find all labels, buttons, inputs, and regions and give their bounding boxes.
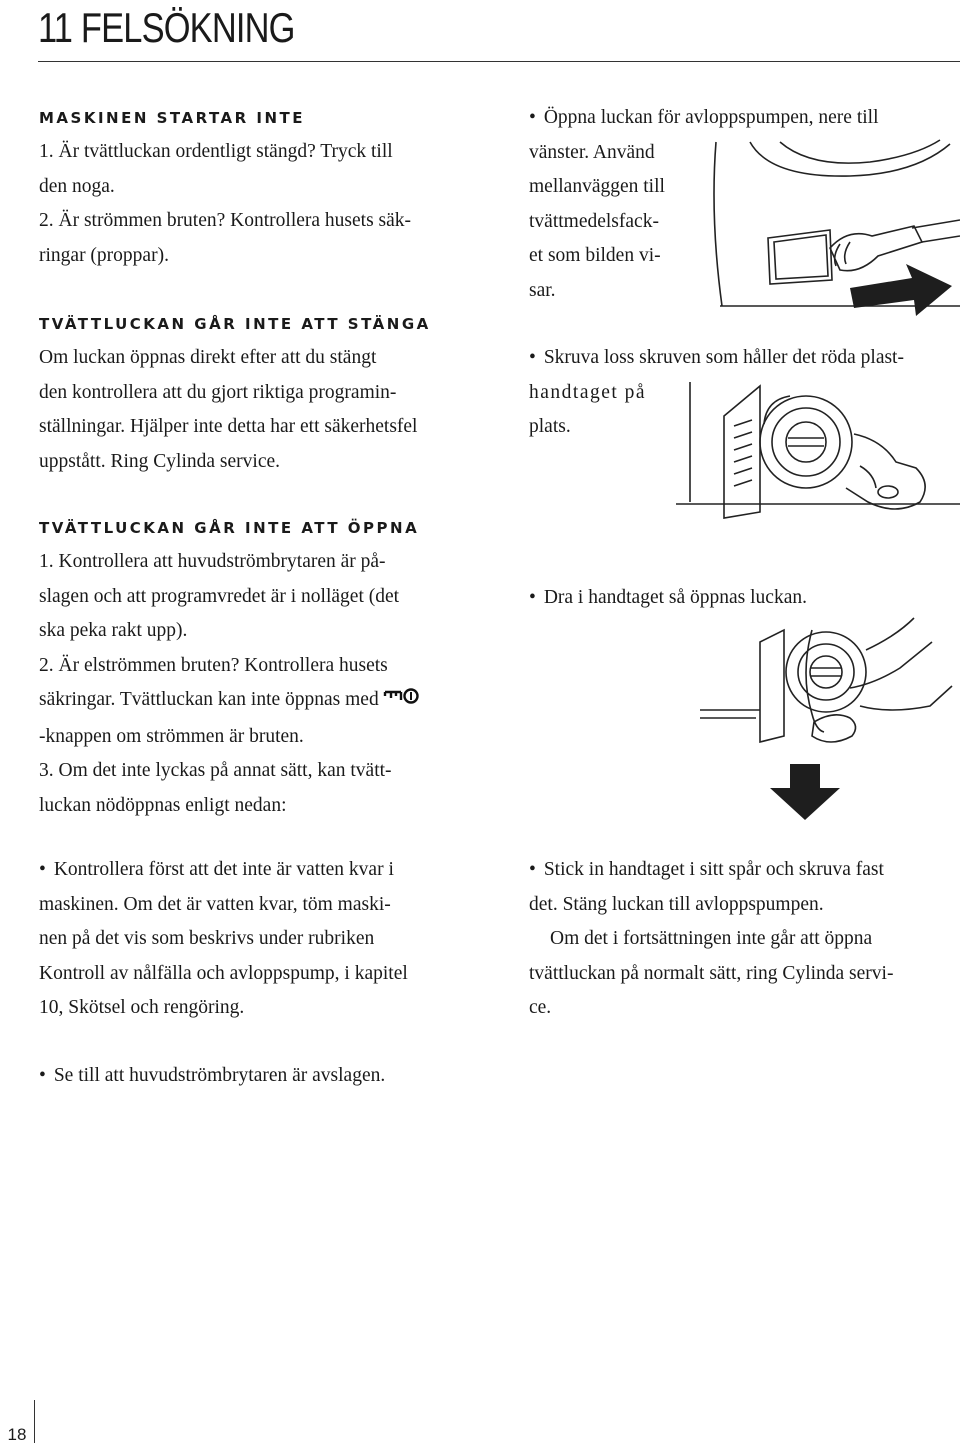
pump-hatch-open-illustration [700,138,960,323]
pull-handle-illustration [700,614,960,825]
text-line: 1. Är tvättluckan ordentligt stängd? Tryck till [39,141,393,162]
text-line: mellanväggen till [529,176,665,197]
text-line: ska peka rakt upp). [39,620,188,641]
text-line: uppstått. Ring Cylinda service. [39,450,281,472]
text-line: 2. Är strömmen bruten? Kontrollera husets säk- [39,210,412,231]
text-line: Om det i fortsättningen inte går att öppna [550,928,873,949]
section-heading: MASKINEN STARTAR INTE [39,109,306,127]
bullet-line: • Öppna luckan för avloppspumpen, nere till [529,101,960,136]
text-line: plats. [529,416,571,437]
text-line: 3. Om det inte lyckas på annat sätt, kan tvätt- [39,760,392,781]
text-line: vänster. Använd [529,141,655,163]
text-line: luckan nödöppnas enligt nedan: [39,794,287,816]
section-door-wont-close [39,307,469,479]
text-line: Kontroll av nålfälla och avloppspump, i kapitel [39,962,408,984]
section-heading: TVÄTTLUCKAN GÅR INTE ATT ÖPPNA [39,519,420,537]
page-title: 11 FELSÖKNING [38,4,295,51]
step-pull-handle [529,581,960,616]
text-line: tvättmedelsfack- [529,210,659,232]
text-line: den noga. [39,175,115,197]
text-line: ställningar. Hjälper inte detta har ett säkerhetsfel [39,416,418,437]
text-line: et som bilden vi- [529,245,661,266]
bullet-line: • Kontrollera först att det inte är vatten kvar i [39,853,469,888]
text-line: ringar (proppar). [39,244,169,266]
section-heading: TVÄTTLUCKAN GÅR INTE ATT STÄNGA [39,315,431,333]
text-line: 1. Kontrollera att huvudströmbrytaren är på- [39,551,386,572]
text-line: Om luckan öppnas direkt efter att du stängt [39,347,377,368]
text-line: handtaget på [529,381,647,403]
bullet-line: • Dra i handtaget så öppnas luckan. [529,581,960,616]
text-line: nen på det vis som beskrivs under rubriken [39,928,375,949]
pump-screw-illustration [656,376,960,541]
section-door-wont-open [39,511,469,823]
margin-line [34,1400,35,1443]
text-line: ce. [529,997,552,1018]
text-line: sar. [529,279,556,301]
text-line: tvättluckan på normalt sätt, ring Cylinda servi- [529,962,894,984]
text-line: maskinen. Om det är vatten kvar, töm maski- [39,893,391,915]
text-line: det. Stäng luckan till avloppspumpen. [529,893,824,915]
text-line: 2. Är elströmmen bruten? Kontrollera husets [39,654,388,676]
text-line: den kontrollera att du gjort riktiga programin- [39,381,397,403]
page-number: 18 [7,1425,27,1444]
text-line: -knappen om strömmen är bruten. [39,725,304,747]
text-line: 10, Skötsel och rengöring. [39,997,245,1018]
text-line [39,683,469,720]
section-check-water [39,853,469,1026]
bullet-line: • Se till att huvudströmbrytaren är avslagen. [39,1059,469,1094]
bullet-line: • Skruva loss skruven som håller det röda plast- [529,341,960,376]
key-icon [383,685,421,720]
section-machine-wont-start [39,101,469,273]
section-switch-off [39,1059,469,1094]
title-rule [38,61,960,62]
text-span: säkringar. Tvättluckan kan inte öppnas med [39,689,379,710]
step-refit-handle [529,853,960,1026]
bullet-line: • Stick in handtaget i sitt spår och skruva fast [529,853,960,888]
text-line: slagen och att programvredet är i nolläget (det [39,585,400,607]
